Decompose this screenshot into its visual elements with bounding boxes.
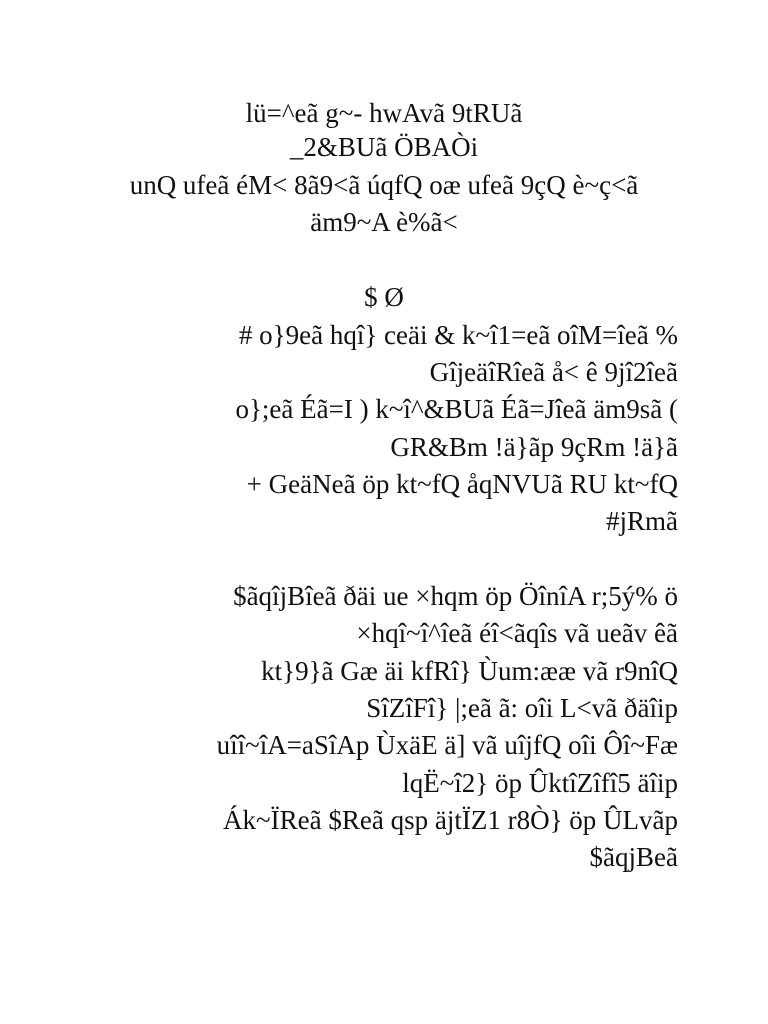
section2-line-8: $ãqjBeã <box>589 842 678 872</box>
section2-line-7: Ák~ÏReã $Reã qsp äjtÏZ1 r8Ò} öp ÛLvãp <box>223 805 678 835</box>
section1-line-2: GîjeäîRîeã å< ê 9jî2îeã <box>429 357 678 387</box>
section2-line-4: SîZîFî} |;eã ã: oîi L<vã ðäîip <box>366 693 678 723</box>
section2-line-1: $ãqîjBîeã ðäi ue ×hqm öp ÖînîA r;5ý% ö <box>233 581 678 611</box>
header-line-4: äm9~A è%ã< <box>310 207 458 237</box>
section1-line-5: + GeäNeã öp kt~fQ åqNVUã RU kt~fQ <box>246 469 678 499</box>
section2-line-3: kt}9}ã Gæ äi kfRî} Ùum:ææ vã r9nîQ <box>261 656 678 686</box>
section1-line-1: # o}9eã hqî} ceäi & k~î1=eã oîM=îeã % <box>238 320 678 350</box>
section2-line-5: uîî~îA=aSîAp ÙxäE ä] vã uîjfQ oîi Ôî~Fæ <box>216 730 678 760</box>
section1-line-4: GR&Bm !ä}ãp 9çRm !ä}ã <box>390 432 678 462</box>
section2-line-2: ×hqî~î^îeã éî<ãqîs vã ueãv êã <box>356 618 678 648</box>
section1-line-6: #jRmã <box>606 506 678 536</box>
header-line-3: unQ ufeã éM< 8ã9<ã úqfQ oæ ufeã 9çQ è~ç<ã <box>129 170 639 200</box>
section1-line-3: o};eã Éã=I ) k~î^&BUã Éã=Jîeã äm9sã ( <box>235 394 678 424</box>
header-line-1: lü=^eã g~- hwAvã 9tRUã <box>245 98 523 128</box>
section1-heading: $ Ø <box>364 282 404 312</box>
section2-line-6: lqË~î2} öp ÛktîZîfî5 äîip <box>402 768 678 798</box>
header-line-2: _2&BUã ÖBAÒi <box>289 132 479 162</box>
